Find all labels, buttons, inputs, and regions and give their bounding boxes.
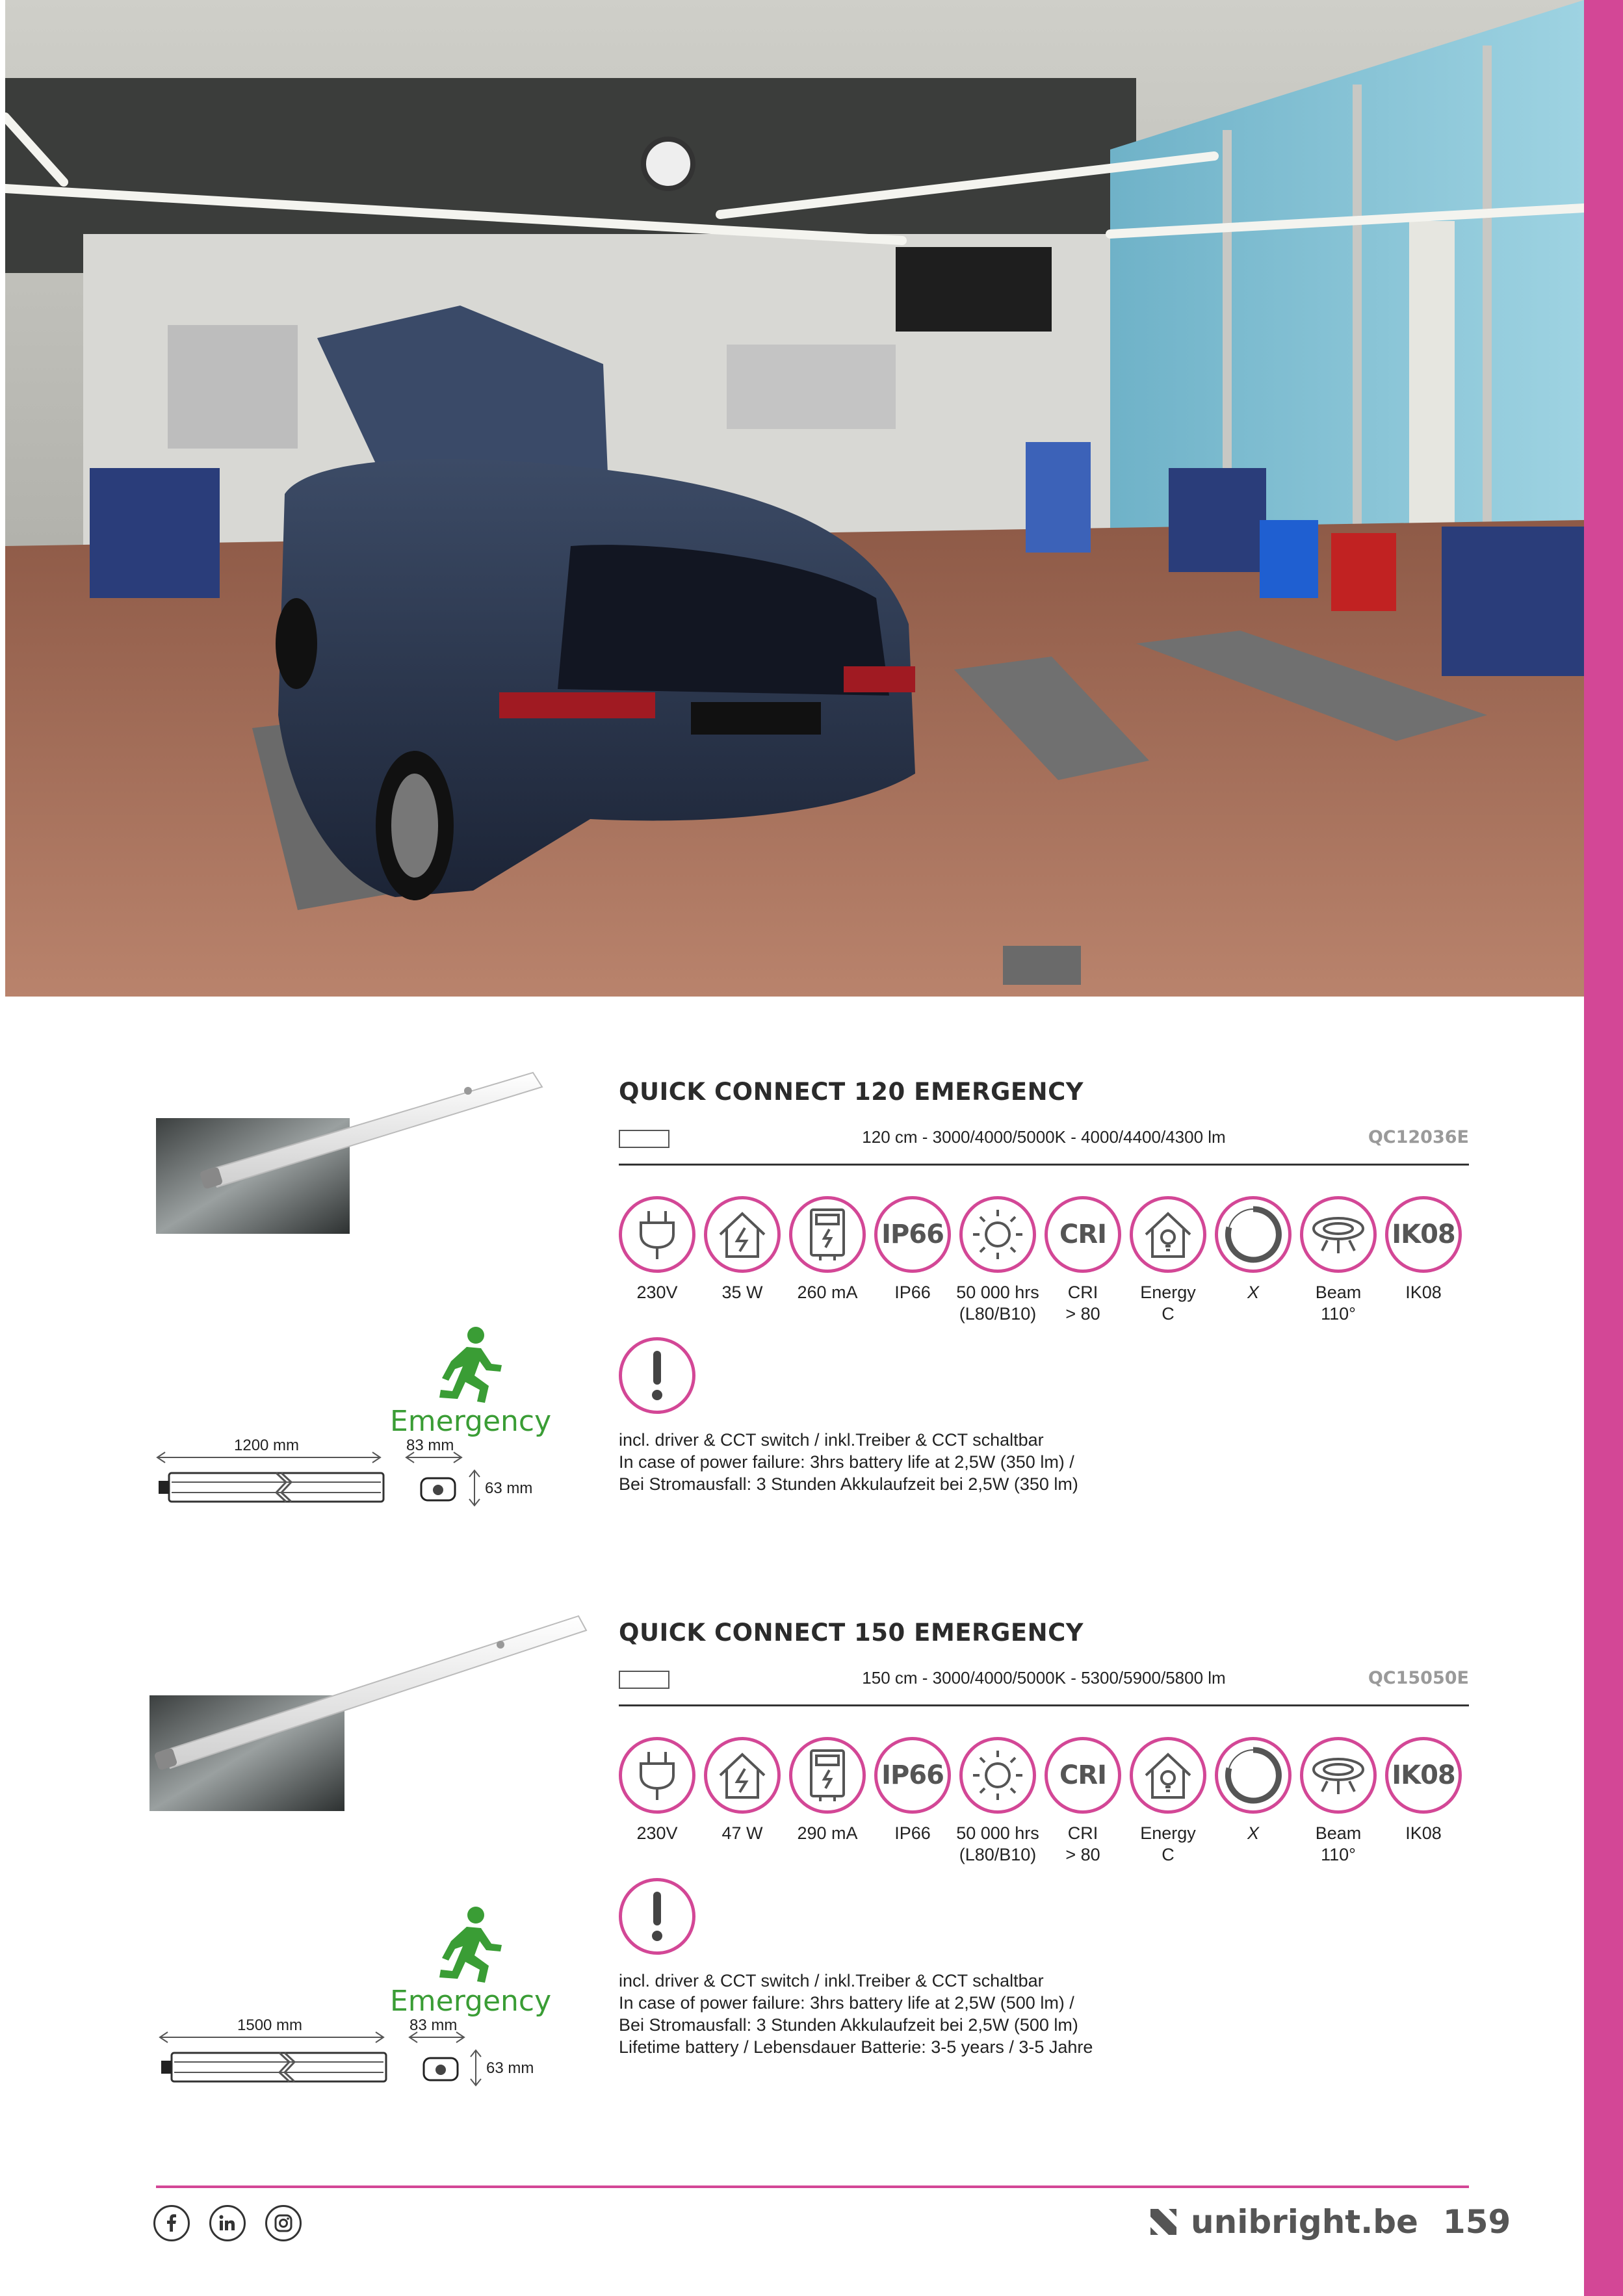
spec-current: 290 mA [785,1737,870,1844]
dimension-width: 83 mm [409,2016,458,2034]
product-code: QC12036E [1368,1127,1469,1147]
page-side-accent-bar [1584,0,1623,2296]
driver-icon [805,1207,850,1262]
dimension-height: 63 mm [486,2059,534,2077]
energy-house-icon [1142,1749,1194,1801]
warning-exclamation-icon [619,1878,695,1955]
footer-brand [1150,2202,1511,2241]
product-photo-tube-light [156,1066,546,1235]
spec-ip-rating: IP66 IP66 [870,1196,955,1303]
spec-voltage: 230V [615,1737,699,1844]
sun-lifetime-icon [970,1748,1025,1803]
dimming-circle-icon [1224,1205,1282,1264]
product-code: QC15050E [1368,1668,1469,1688]
hero-photo-workshop [5,0,1584,997]
ik08-icon: IK08 [1392,1760,1455,1790]
plug-icon [634,1208,680,1260]
page-number: 159 [1442,2203,1511,2241]
beam-angle-icon [1309,1753,1368,1798]
product-title: QUICK CONNECT 120 EMERGENCY [619,1078,1084,1106]
plug-icon [634,1749,680,1801]
divider-rule [619,1704,1469,1706]
product-notes: incl. driver & CCT switch / inkl.Treiber & CCT schaltbar In case of power failure: 3hrs battery life at 2,5W (350 lm) / Bei Stromausfall: 3 Stunden Akkulaufzeit bei 2,5W (350 lm) [619,1430,1078,1494]
emergency-label: Emergency [390,1405,552,1438]
house-power-icon [716,1208,768,1260]
emergency-exit-runner-icon [429,1906,507,1984]
instagram-icon[interactable] [265,2205,302,2241]
spec-cri: CRI CRI > 80 [1041,1196,1125,1325]
footer-divider [156,2185,1469,2188]
ip66-icon: IP66 [881,1760,944,1790]
dimming-circle-icon [1224,1746,1282,1805]
spec-energy: Energy C [1126,1196,1210,1325]
spec-beam: Beam 110° [1296,1196,1381,1325]
dimension-drawing [156,2016,546,2088]
spec-power: 35 W [700,1196,785,1303]
spec-lifetime: 50 000 hrs (L80/B10) [955,1196,1040,1325]
cri-icon: CRI [1059,1220,1107,1249]
warning-exclamation-icon [619,1337,695,1414]
product-photo-tube-light [149,1607,591,1815]
spec-icon-row [619,1196,1469,1352]
emergency-badge [390,1906,552,2018]
product-notes: incl. driver & CCT switch / inkl.Treiber & CCT schaltbar In case of power failure: 3hrs battery life at 2,5W (500 lm) / Bei Stromausfall: 3 Stunden Akkulaufzeit bei 2,5W (500 lm) Lifetime battery / Lebensdauer Batterie: 3-5 years / 3-5 Jahre [619,1971,1093,2057]
emergency-exit-runner-icon [429,1326,507,1404]
spec-cri: CRI CRI > 80 [1041,1737,1125,1866]
sun-lifetime-icon [970,1207,1025,1262]
ik08-icon: IK08 [1392,1220,1455,1249]
spec-ip-rating: IP66 IP66 [870,1737,955,1844]
spec-current: 260 mA [785,1196,870,1303]
product-spec-line: 150 cm - 3000/4000/5000K - 5300/5900/5800 lm [862,1668,1226,1688]
emergency-badge [390,1326,552,1438]
spec-energy: Energy C [1126,1737,1210,1866]
unibright-logo-icon [1150,2209,1176,2235]
product-spec-line: 120 cm - 3000/4000/5000K - 4000/4400/4300 lm [862,1127,1226,1147]
facebook-icon[interactable] [153,2205,190,2241]
driver-icon [805,1748,850,1803]
linkedin-icon[interactable] [209,2205,246,2241]
energy-house-icon [1142,1208,1194,1260]
spec-dimming: X [1211,1196,1295,1303]
ip66-icon: IP66 [881,1220,944,1249]
dimension-drawing [156,1437,546,1508]
cri-icon: CRI [1059,1760,1107,1790]
spec-ik-rating: IK08 IK08 [1381,1737,1466,1844]
spec-ik-rating: IK08 IK08 [1381,1196,1466,1303]
spec-lifetime: 50 000 hrs (L80/B10) [955,1737,1040,1866]
product-title: QUICK CONNECT 150 EMERGENCY [619,1619,1084,1647]
dimension-length: 1500 mm [237,2016,303,2034]
dimension-height: 63 mm [485,1480,533,1497]
spec-beam: Beam 110° [1296,1737,1381,1866]
spec-dimming: X [1211,1737,1295,1844]
beam-angle-icon [1309,1212,1368,1257]
brand-website[interactable]: unibright.be [1191,2203,1418,2241]
spec-voltage: 230V [615,1196,699,1303]
house-power-icon [716,1749,768,1801]
dimension-width: 83 mm [406,1437,454,1454]
spec-power: 47 W [700,1737,785,1844]
spec-icon-row [619,1737,1469,1893]
emergency-label: Emergency [390,1985,552,2018]
dimension-length: 1200 mm [234,1437,300,1454]
divider-rule [619,1164,1469,1166]
